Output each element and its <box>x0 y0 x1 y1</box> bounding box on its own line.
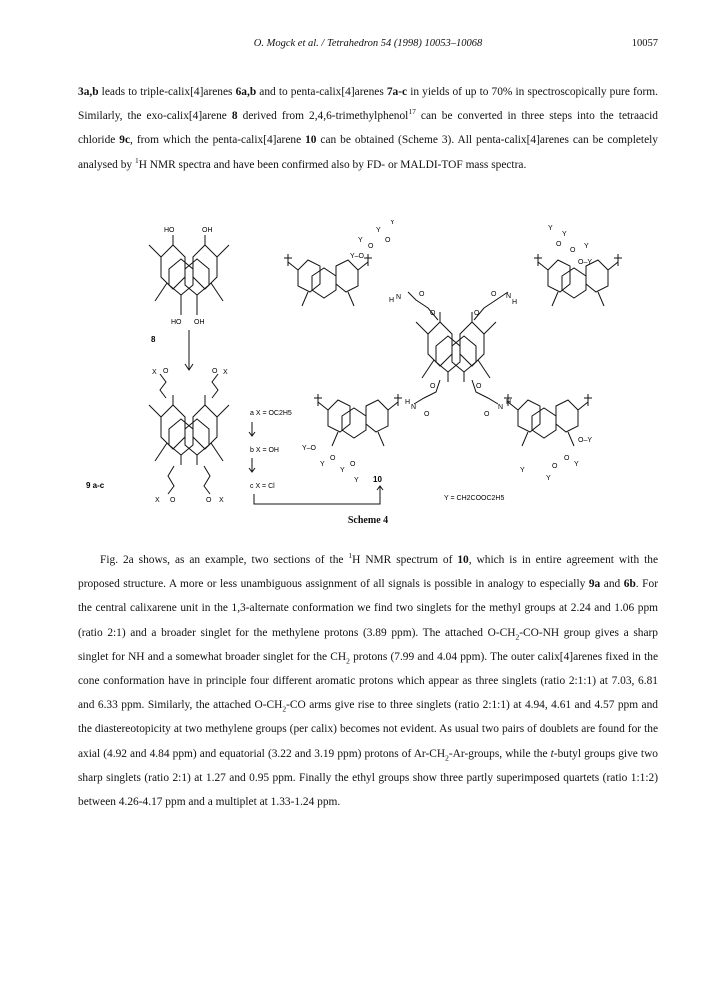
ester-arm-label: O–Y <box>578 437 593 444</box>
hydrogen-label: H <box>389 297 395 304</box>
hydroxyl-label: OH <box>202 227 213 234</box>
y-substituent-label: Y <box>340 467 345 474</box>
oxygen-label: O <box>330 455 336 462</box>
text-run: leads to triple-calix[4]arenes <box>98 86 236 98</box>
oxygen-label: O <box>484 411 490 418</box>
y-substituent-label: Y <box>358 237 363 244</box>
subscript: 2 <box>445 752 449 762</box>
oxygen-label: O <box>368 243 374 250</box>
oxygen-label: O <box>474 310 480 317</box>
nitrogen-label: N <box>396 294 402 301</box>
step-c-label: c X = Cl <box>250 483 275 490</box>
y-substituent-label: Y <box>562 231 567 238</box>
oxygen-label: O <box>570 247 576 254</box>
oxygen-label: O <box>206 497 212 504</box>
hydroxyl-label: HO <box>164 227 175 234</box>
text-run: . For the central calixarene unit in the 1,3-alternate conformation we find two singlets for the methyl groups at 2.24 and 1.06 ppm (ratio 2:1) and a broader singlet for the methylene protons (3.89 ppm). The attached O-CH <box>78 578 658 639</box>
text-run: -Ar-groups, while the <box>448 747 551 760</box>
compound-ref: 6b <box>623 578 636 591</box>
oxygen-label: O <box>163 368 169 375</box>
compound-ref: 6a,b <box>235 86 257 98</box>
hydroxyl-label: HO <box>171 319 182 326</box>
subscript: 2 <box>282 704 287 714</box>
superscript: 1 <box>134 155 139 165</box>
y-substituent-label: Y <box>548 225 553 232</box>
central-calixarene <box>416 312 496 382</box>
ester-arm-label: Y–O <box>302 445 317 452</box>
nitrogen-label: N <box>506 293 512 300</box>
nitrogen-label: N <box>498 404 504 411</box>
subscript: 2 <box>515 631 520 641</box>
compound-ref: 10 <box>305 134 317 147</box>
text-run: Fig. 2a shows, as an example, two sections of the <box>100 554 349 566</box>
italic-prefix: t <box>550 747 554 760</box>
reference-number: 17 <box>408 107 416 117</box>
compound-label-9: 9 a-c <box>86 481 105 490</box>
y-definition: Y = CH2COOC2H5 <box>444 495 505 502</box>
hydrogen-label: H <box>512 299 518 306</box>
paragraph-nmr <box>78 548 658 814</box>
calixarene-9-structure <box>149 395 229 465</box>
compound-ref: 9c <box>119 134 131 147</box>
page-header <box>78 38 658 54</box>
subscript: 2 <box>346 656 350 666</box>
hydrogen-label: H <box>405 399 411 406</box>
text-run: can be obtained (Scheme 3). All penta-calix[4]arenes can be completely analysed by <box>78 134 658 171</box>
running-head: O. Mogck et al. / Tetrahedron 54 (1998) 10053–10068 <box>253 38 483 49</box>
text-run: protons (7.99 and 4.04 ppm). The outer calix[4]arenes fixed in the cone conformation have in principle four different aromatic protons which appear as three singlets (ratio 2:1:1) at 7.03, 6.81 and 6.33 ppm. Similarly, the attached O-CH <box>78 650 658 712</box>
oxygen-label: O <box>419 291 425 298</box>
y-substituent-label: Y <box>320 461 325 468</box>
oxygen-label: O <box>564 455 570 462</box>
text-run: -CO-NH group gives a sharp singlet for NH and a somewhat broader singlet for the CH <box>78 626 658 663</box>
compound-ref: 3a,b <box>78 86 99 98</box>
superscript: 1 <box>348 551 353 561</box>
text-run: and to penta-calix[4]arenes <box>256 86 387 98</box>
compound-label-8: 8 <box>151 335 156 344</box>
y-substituent-label: Y <box>376 227 381 234</box>
y-substituent-label: Y <box>584 243 589 250</box>
oxygen-label: O <box>552 463 558 470</box>
oxygen-label: O <box>385 237 391 244</box>
cone-calixarene-bottom-left <box>314 394 402 446</box>
text-run: derived from 2,4,6-trimethylphenol <box>237 110 409 123</box>
page-number: 10057 <box>631 38 658 49</box>
compound-ref: 10 <box>457 554 469 566</box>
y-substituent-label: Y <box>546 475 551 482</box>
step-b-label: b X = OH <box>250 447 279 454</box>
oxygen-label: O <box>170 497 176 504</box>
text-run: , which is in entire agreement with the proposed structure. A more or less unambiguous assignment of all signals is possible in analogy to especially <box>78 554 658 591</box>
x-substituent-label: X <box>223 369 228 376</box>
text-run: , from which the penta-calix[4]arene <box>130 134 306 147</box>
x-substituent-label: X <box>219 497 224 504</box>
text-run: H NMR spectrum of <box>352 554 458 566</box>
oxygen-label: O <box>424 411 430 418</box>
x-substituent-label: X <box>155 497 160 504</box>
text-run: can be converted in three steps into the tetraacid chloride <box>78 110 658 147</box>
hydrogen-label: H <box>506 399 512 406</box>
ester-arm-label: Y–O <box>350 253 365 260</box>
nitrogen-label: N <box>411 404 417 411</box>
step-a-label: a X = OC2H5 <box>250 410 292 417</box>
oxygen-label: O <box>491 291 497 298</box>
y-substituent-label: Y <box>390 220 395 226</box>
oxygen-label: O <box>212 368 218 375</box>
y-substituent-label: Y <box>354 477 359 484</box>
scheme-caption: Scheme 4 <box>347 515 389 526</box>
oxygen-label: O <box>556 241 562 248</box>
oxygen-label: O <box>430 310 436 317</box>
compound-ref: 9a <box>588 578 601 591</box>
compound-label-10: 10 <box>373 475 382 484</box>
scheme-figure <box>78 220 658 530</box>
compound-ref: 8 <box>231 110 238 123</box>
oxygen-label: O <box>430 383 436 390</box>
text-run: H NMR spectra and have been confirmed also by FD- or MALDI-TOF mass spectra. <box>138 158 527 171</box>
y-substituent-label: Y <box>520 467 525 474</box>
text-run: -CO arms give rise to three singlets (ratio 2:1:1) at 4.94, 4.61 and 4.57 ppm and the diastereotopicity at two methylene groups (per calix) becomes not evident. As usual two pairs of doublets are found for the axial (4.92 and 4.84 ppm) and equatorial (3.22 and 3.19 ppm) protons of Ar-CH <box>78 699 658 760</box>
reaction-scheme-drawing <box>78 220 658 520</box>
text-run: in yields of up to 70% in spectroscopically pure form. Similarly, the exo-calix[4]arene <box>78 86 658 123</box>
x-substituent-label: X <box>152 369 157 376</box>
text-run: and <box>600 578 624 591</box>
calixarene-8-structure <box>149 235 229 305</box>
text-run: -butyl groups give two sharp singlets (ratio 2:1) at 1.27 and 0.95 ppm. Finally the ethyl groups show three partly superimposed quartets (ratio 1:1:2) between 4.26-4.17 ppm and a multiplet at 1.33-1.24 ppm. <box>78 747 658 809</box>
ester-arm-label: O–Y <box>578 259 593 266</box>
hydroxyl-label: OH <box>194 319 205 326</box>
paragraph-intro <box>78 80 658 177</box>
oxygen-label: O <box>476 383 482 390</box>
oxygen-label: O <box>350 461 356 468</box>
compound-ref: 7a-c <box>386 86 408 98</box>
cone-calixarene-top-left <box>284 254 372 306</box>
y-substituent-label: Y <box>574 461 579 468</box>
